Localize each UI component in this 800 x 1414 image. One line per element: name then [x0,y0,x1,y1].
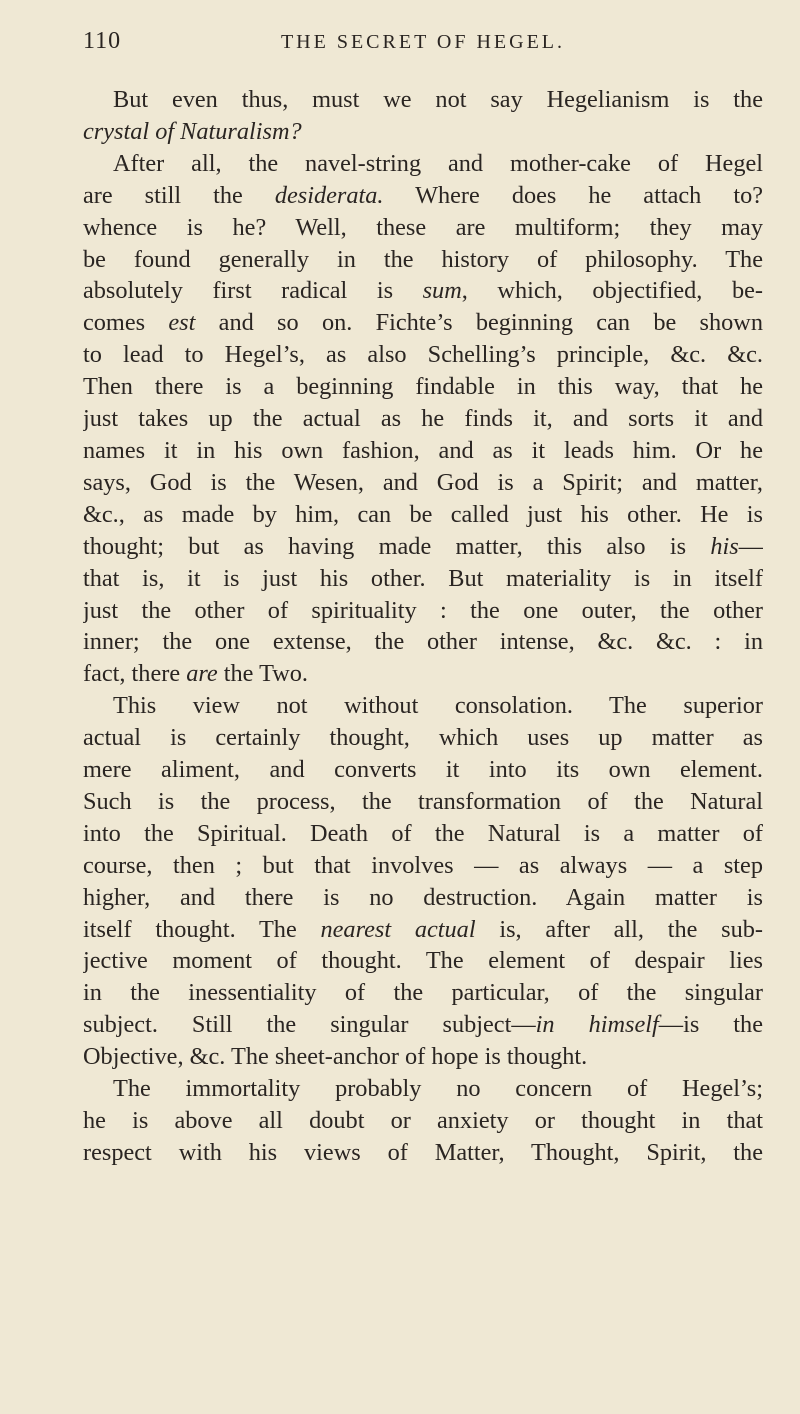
text-segment: —is the [658,1011,763,1039]
text-line [83,914,763,946]
body-text [83,84,763,1169]
text-line [83,212,763,244]
text-line [83,499,763,531]
text-line [83,371,763,403]
text-line [83,754,763,786]
text-segment: that is, it is just his other. But materiality is in itself [83,564,763,592]
text-line [83,244,763,276]
text-segment: comes [83,309,169,337]
text-line [83,1009,763,1041]
text-line [83,180,763,212]
text-segment: This view not without consolation. The superior [113,692,763,720]
text-segment: the Two. [217,660,309,688]
text-line [83,786,763,818]
text-line [83,818,763,850]
text-segment: and so on. Fichte’s beginning can be shown [195,309,763,337]
text-segment: But even thus, must we not say Hegelianism is the [113,86,763,113]
text-line [83,977,763,1009]
text-segment: just the other of spirituality : the one outer, the other [83,596,763,624]
text-segment: fact, there [83,660,187,688]
text-segment: says, God is the Wesen, and God is a Spirit; and matter, [83,468,763,496]
text-line [83,148,763,180]
text-line [83,1105,763,1137]
italic-text: crystal of Naturalism? [83,117,302,145]
paragraph [83,148,763,690]
italic-text: his [710,532,739,560]
italic-text: nearest actual [320,915,476,943]
text-segment: mere aliment, and converts it into its own element. [83,756,763,784]
text-segment: — [738,532,763,560]
text-segment: , which, objectified, be- [461,277,763,305]
text-segment: Objective, &c. The sheet-anchor of hope is thought. [83,1043,588,1071]
paragraph [83,84,763,148]
text-segment: thought; but as having made matter, this also is [83,532,711,560]
italic-text: desiderata. [274,181,384,209]
text-line [83,658,763,690]
text-segment: inner; the one extense, the other intense, &c. &c. : in [83,628,763,656]
text-line [83,882,763,914]
italic-text: are [186,660,218,688]
text-line [83,403,763,435]
text-line [83,1073,763,1105]
text-segment: &c., as made by him, can be called just his other. He is [83,500,763,528]
text-line [83,1137,763,1169]
text-segment: actual is certainly thought, which uses up matter as [83,724,763,752]
text-line [83,84,763,116]
text-line [83,1041,763,1073]
text-segment: he is above all doubt or anxiety or thought in that [83,1107,763,1134]
running-title: THE SECRET OF HEGEL. [280,31,566,53]
text-line [83,435,763,467]
text-segment: subject. Still the singular subject— [83,1011,536,1039]
text-line [83,116,763,148]
italic-text: est [168,309,196,337]
paragraph [83,690,763,1073]
italic-text: sum [422,277,462,305]
text-segment: names it in his own fashion, and as it leads him. Or he [83,436,763,464]
text-segment: is, after all, the sub- [475,915,763,943]
text-segment: Such is the process, the transformation of the Natural [83,787,763,815]
text-segment: Then there is a beginning findable in this way, that he [83,373,763,401]
text-segment: itself thought. The [83,915,321,943]
text-segment: into the Spiritual. Death of the Natural is a matter of [83,819,763,847]
text-line [83,722,763,754]
text-line [83,626,763,658]
text-segment: After all, the navel-string and mother-cake of Hegel [113,149,763,177]
text-line [83,467,763,499]
text-line [83,595,763,627]
text-line [83,307,763,339]
text-line [83,563,763,595]
text-segment: course, then ; but that involves — as always — a step [83,851,763,879]
text-segment: just takes up the actual as he finds it, and sorts it and [83,405,763,433]
text-segment: respect with his views of Matter, Thought, Spirit, the [83,1138,763,1166]
text-line [83,945,763,977]
text-segment: are still the [83,181,275,209]
text-segment: The immortality probably no concern of Hegel’s; [113,1075,763,1103]
text-segment: to lead to Hegel’s, as also Schelling’s principle, &c. &c. [83,341,763,369]
italic-text: in himself [535,1011,659,1039]
text-segment: jective moment of thought. The element of despair lies [83,947,763,975]
text-line [83,339,763,371]
running-head [83,28,763,62]
text-line [83,850,763,882]
paragraph [83,1073,763,1169]
text-line [83,275,763,307]
text-line [83,690,763,722]
text-segment: be found generally in the history of philosophy. The [83,245,763,273]
text-segment: whence is he? Well, these are multiform; they may [83,213,763,241]
text-segment: higher, and there is no destruction. Again matter is [83,883,763,911]
text-segment: absolutely first radical is [83,277,423,305]
text-segment: Where does he attach to? [383,181,763,209]
text-segment: in the inessentiality of the particular, of the singular [83,979,763,1007]
text-line [83,531,763,563]
page-number: 110 [83,28,122,54]
